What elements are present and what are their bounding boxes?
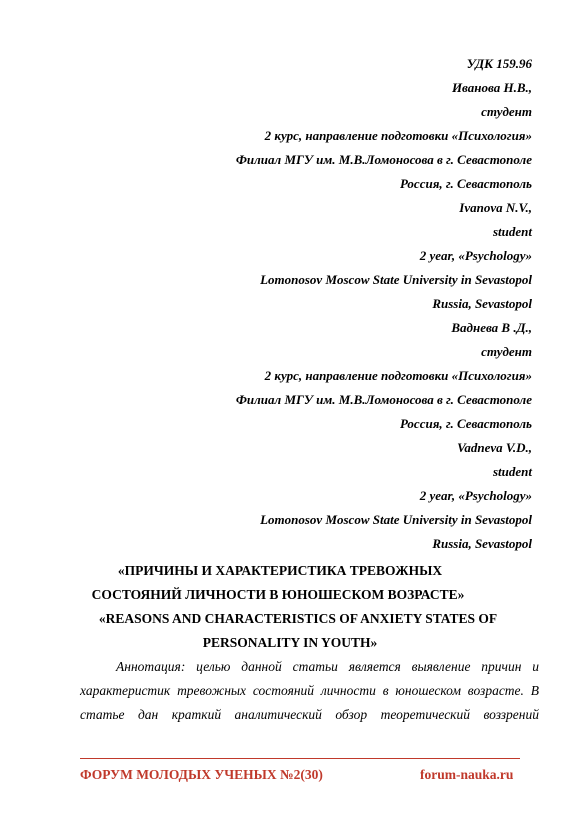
author1-status-en: student — [492, 224, 532, 239]
author2-location-en: Russia, Sevastopol — [432, 536, 532, 551]
footer-divider — [80, 758, 520, 759]
author2-location-ru: Россия, г. Севастополь — [399, 416, 532, 431]
author1-location-ru: Россия, г. Севастополь — [399, 176, 532, 191]
footer-site-link[interactable]: forum-nauka.ru — [420, 767, 514, 782]
abstract-line2: характеристик тревожных состояний личности в юношеском возрасте. В — [80, 683, 539, 698]
abstract-line3: статье дан краткий аналитический обзор теоретический воззрений — [80, 707, 539, 722]
author1-name-ru: Иванова Н.В., — [451, 80, 532, 95]
title-en-line1: «REASONS AND CHARACTERISTICS OF ANXIETY STATES OF — [98, 611, 498, 626]
title-ru-line2: СОСТОЯНИЙ ЛИЧНОСТИ В ЮНОШЕСКОМ ВОЗРАСТЕ» — [91, 587, 465, 602]
author2-affiliation-ru: Филиал МГУ им. М.В.Ломоносова в г. Севастополе — [235, 392, 532, 407]
author1-name-en: Ivanova N.V., — [459, 200, 532, 215]
author2-program-en: 2 year, «Psychology» — [419, 488, 532, 503]
author1-program-en: 2 year, «Psychology» — [419, 248, 532, 263]
title-en-line2: PERSONALITY IN YOUTH» — [202, 635, 378, 650]
author2-affiliation-en: Lomonosov Moscow State University in Sevastopol — [260, 512, 532, 527]
author2-program-ru: 2 курс, направление подготовки «Психология» — [264, 368, 532, 383]
author2-status-ru: студент — [481, 344, 532, 359]
author1-affiliation-ru: Филиал МГУ им. М.В.Ломоносова в г. Севастополе — [235, 152, 532, 167]
author1-status-ru: студент — [481, 104, 532, 119]
title-ru-line1: «ПРИЧИНЫ И ХАРАКТЕРИСТИКА ТРЕВОЖНЫХ — [117, 563, 443, 578]
abstract-line1: Аннотация: целью данной статьи является выявление причин и — [116, 659, 539, 674]
author2-name-ru: Ваднева В .Д., — [451, 320, 532, 335]
author1-affiliation-en: Lomonosov Moscow State University in Sevastopol — [260, 272, 532, 287]
udc-code: УДК 159.96 — [466, 56, 532, 71]
author2-name-en: Vadneva V.D., — [457, 440, 532, 455]
footer-journal: ФОРУМ МОЛОДЫХ УЧЕНЫХ №2(30) — [80, 767, 323, 782]
author2-status-en: student — [492, 464, 532, 479]
author1-program-ru: 2 курс, направление подготовки «Психология» — [264, 128, 532, 143]
author1-location-en: Russia, Sevastopol — [432, 296, 532, 311]
